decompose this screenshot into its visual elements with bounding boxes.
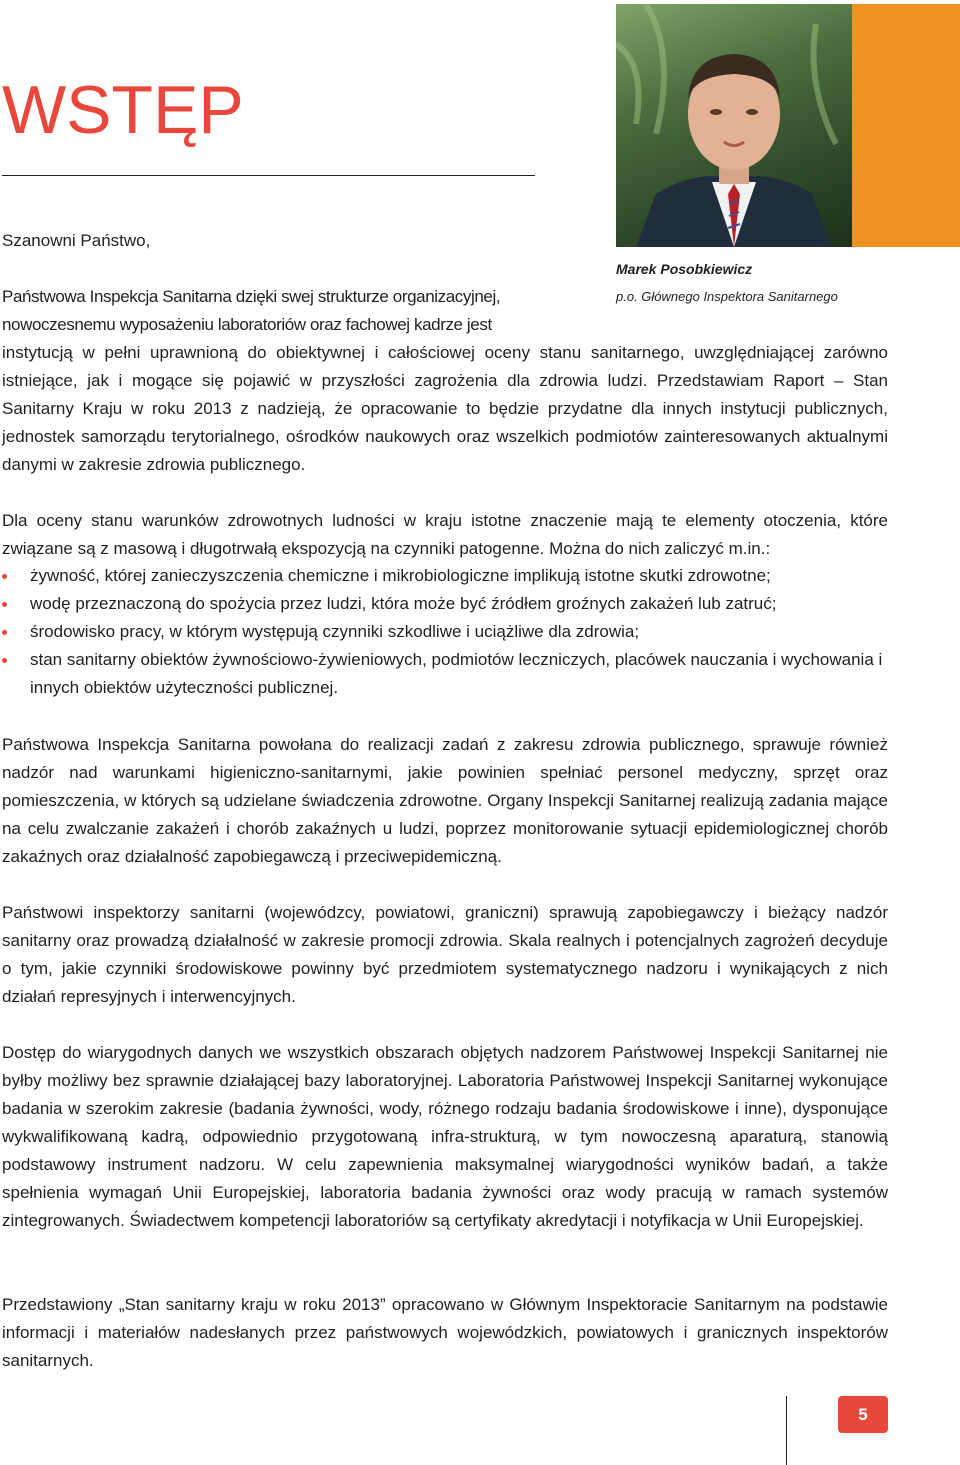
paragraph-report: Przedstawiony „Stan sanitarny kraju w roku 2013” opracowano w Głównym Inspektoracie Sanitarnym na podstawie informacji i materiałów nadesłanych przez państwowych wojewódzkich, powiatowych i granicznych inspektorów sanitarnych.	[2, 1295, 888, 1370]
bullet-icon	[2, 658, 7, 663]
list-item-text: stan sanitarny obiektów żywnościowo-żywieniowych, podmiotów leczniczych, placówek nauczania i wychowania i innych obiektów użyteczności publicznej.	[30, 650, 883, 697]
intro-line-1: Państwowa Inspekcja Sanitarna dzięki swej strukturze organizacyjnej,	[2, 287, 501, 306]
paragraph-supervision: Państwowa Inspekcja Sanitarna powołana do realizacji zadań z zakresu zdrowia publicznego, sprawuje również nadzór nad warunkami higieniczno-sanitarnymi, jakie powinien spełniać personel medyczny, sprzęt oraz pomieszczenia, w których są udzielane świadczenia zdrowotne. Organy Inspekcji Sanitarnej realizują zadania mające na celu zwalczanie zakażeń i chorób zakaźnych u ludzi, poprzez monitorowanie sytuacji epidemiologicznej chorób zakaźnych oraz działalność zapobiegawczą i przeciwepidemiczną.	[2, 735, 888, 866]
orange-accent-block	[852, 4, 960, 247]
page-title: WSTĘP	[2, 72, 244, 148]
page-number: 5	[838, 1396, 888, 1433]
bullet-icon	[2, 574, 7, 579]
greeting: Szanowni Państwo,	[2, 231, 151, 250]
paragraph-laboratories: Dostęp do wiarygodnych danych we wszystkich obszarach objętych nadzorem Państwowej Inspekcji Sanitarnej nie byłby możliwy bez sprawnie działającej bazy laboratoryjnej. Laboratoria Państwowej Inspekcji Sanitarnej wykonujące badania w szerokim zakresie (badania żywności, wody, różnego rodzaju badania środowiskowe i inne), dysponujące wykwalifikowaną kadrą, odpowiednio przygotowaną infra-strukturą, w tym nowoczesną aparaturą, stanowią podstawowy instrument nadzoru. W celu zapewnienia maksymalnej wiarygodności wyników badań, a także spełnienia wymagań Unii Europejskiej, laboratoria badania żywności oraz wody pracują w ramach systemów zintegrowanych. Świadectwem kompetencji laboratoriów są certyfikaty akredytacji i notyfikacja w Unii Europejskiej.	[2, 1043, 888, 1230]
intro-line-2: nowoczesnemu wyposażeniu laboratoriów oraz fachowej kadrze jest	[2, 315, 492, 334]
portrait-illustration	[616, 4, 852, 247]
paragraph-environment: Dla oceny stanu warunków zdrowotnych ludności w kraju istotne znaczenie mają te elementy otoczenia, które związane są z masową i długotrwałą ekspozycją na czynniki patogenne. Można do nich zaliczyć m.in.:	[2, 511, 888, 558]
intro-paragraph: instytucją w pełni uprawnioną do obiektywnej i całościowej oceny stanu sanitarnego, uwzględniającej zarówno istniejące, jak i mogące się pojawić w przyszłości zagrożenia dla zdrowia ludzi. Przedstawiam Raport – Stan Sanitarny Kraju w roku 2013 z nadzieją, że opracowanie to będzie przydatne dla innych instytucji publicznych, jednostek samorządu terytorialnego, ośrodków naukowych oraz wszelkich podmiotów zainteresowanych aktualnymi danymi w zakresie zdrowia publicznego.	[2, 343, 888, 474]
list-item	[2, 618, 902, 646]
portrait-caption-name: Marek Posobkiewicz	[616, 261, 753, 277]
list-item	[2, 590, 902, 618]
list-item-text: żywność, której zanieczyszczenia chemiczne i mikrobiologiczne implikują istotne skutki zdrowotne;	[30, 566, 771, 585]
bullet-list	[2, 562, 902, 702]
portrait-photo	[616, 4, 852, 247]
list-item	[2, 562, 902, 590]
list-item-text: wodę przeznaczoną do spożycia przez ludzi, która może być źródłem groźnych zakażeń lub zatruć;	[30, 594, 777, 613]
title-divider	[2, 175, 535, 176]
list-item-text: środowisko pracy, w którym występują czynniki szkodliwe i uciążliwe dla zdrowia;	[30, 622, 640, 641]
list-item	[2, 646, 902, 702]
portrait-caption-role: p.o. Głównego Inspektora Sanitarnego	[616, 289, 838, 304]
footer-divider	[786, 1396, 787, 1465]
bullet-icon	[2, 602, 7, 607]
bullet-icon	[2, 630, 7, 635]
paragraph-inspectors: Państwowi inspektorzy sanitarni (wojewódzcy, powiatowi, graniczni) sprawują zapobiegawczy i bieżący nadzór sanitarny oraz prowadzą działalność w zakresie promocji zdrowia. Skala realnych i potencjalnych zagrożeń decyduje o tym, jakie czynniki środowiskowe powinny być przedmiotem systematycznego nadzoru i wynikających z nich działań represyjnych i interwencyjnych.	[2, 903, 888, 1006]
